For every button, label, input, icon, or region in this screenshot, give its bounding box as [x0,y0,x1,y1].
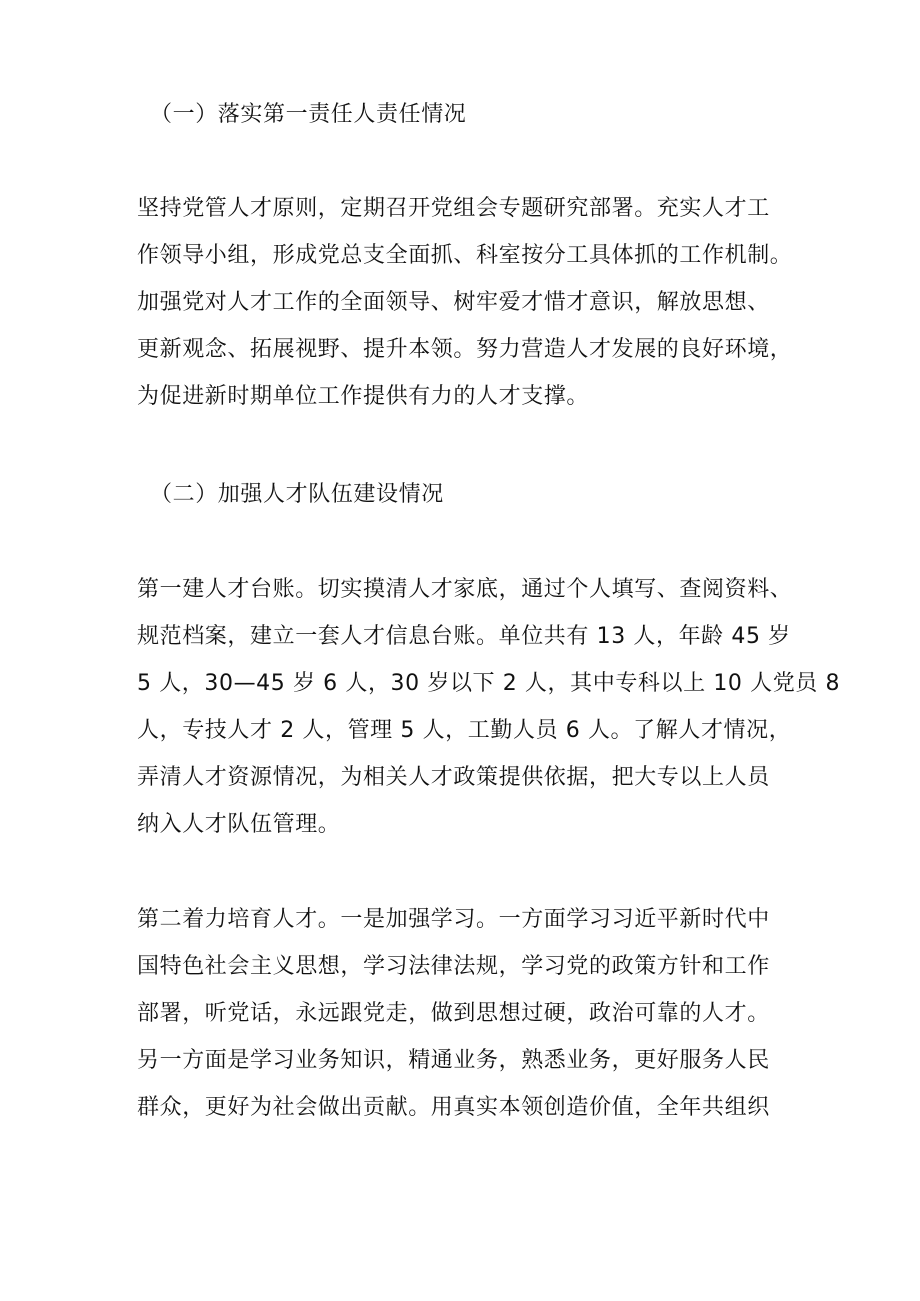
paragraph-line: 第二着力培育人才。一是加强学习。一方面学习习近平新时代中 [137,907,770,932]
paragraph-line: 第一建人才台账。切实摸清人才家底，通过个人填写、查阅资料、 [137,577,793,602]
paragraph-line: 另一方面是学习业务知识，精通业务，熟悉业务，更好服务人民 [137,1048,770,1073]
paragraph-line: 作领导小组，形成党总支全面抓、科室按分工具体抓的工作机制。 [137,243,793,268]
paragraph-line: 群众，更好为社会做出贡献。用真实本领创造价值，全年共组织 [137,1095,770,1120]
paragraph-line: 规范档案，建立一套人才信息台账。单位共有 13 人，年龄 45 岁 [137,624,791,649]
paragraph-line: 加强党对人才工作的全面领导、树牢爱才惜才意识，解放思想、 [137,290,770,315]
paragraph-line: 纳入人才队伍管理。 [137,812,341,837]
paragraph-line: 部署，听党话，永远跟党走，做到思想过硬，政治可靠的人才。 [137,1001,770,1026]
paragraph-line: 国特色社会主义思想，学习法律法规，学习党的政策方针和工作 [137,954,770,979]
paragraph-line: 为促进新时期单位工作提供有力的人才支撑。 [137,384,590,409]
paragraph-line: 人，专技人才 2 人，管理 5 人，工勤人员 6 人。了解人才情况， [137,718,792,743]
paragraph-line: 坚持党管人才原则，定期召开党组会专题研究部署。充实人才工 [137,196,770,221]
paragraph-line: 5 人，30—45 岁 6 人，30 岁以下 2 人，其中专科以上 10 人党员 8 [137,671,841,696]
section-heading: （二）加强人才队伍建设情况 [150,482,444,507]
paragraph-line: 弄清人才资源情况，为相关人才政策提供依据，把大专以上人员 [137,765,770,790]
paragraph-line: 更新观念、拓展视野、提升本领。努力营造人才发展的良好环境， [137,337,793,362]
section-heading: （一）落实第一责任人责任情况 [150,102,467,127]
